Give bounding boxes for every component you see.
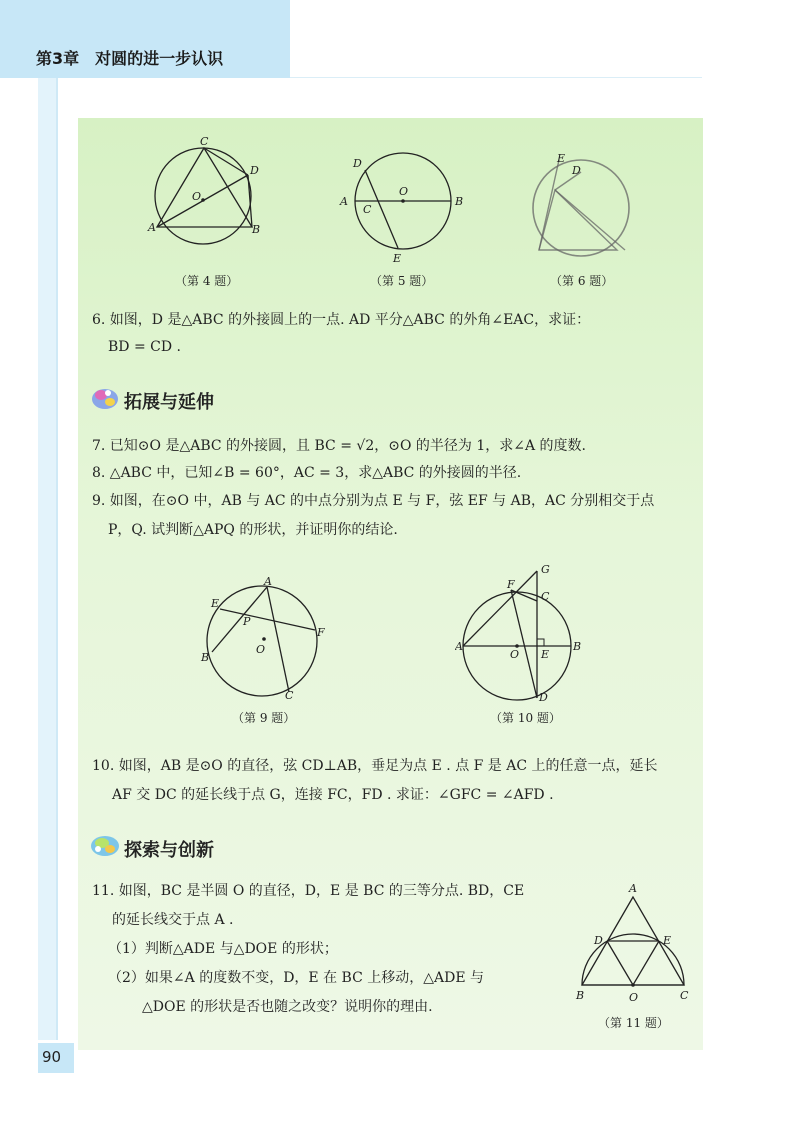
problem-6-line1: 6. 如图，D 是△ABC 的外接圆上的一点. AD 平分△ABC 的外角∠EAC，求证： [92,312,591,328]
fig9-label-b: B [201,651,210,664]
fig6-label-d: D [572,164,581,177]
figure-9 [195,575,340,705]
extend-section-title: 拓展与延伸 [124,392,214,413]
fig11-label-d: D [594,934,603,947]
page-number: 90 [42,1048,62,1066]
problem-10-line1: 10. 如图，AB 是⊙O 的直径，弦 CD⊥AB，垂足为点 E . 点 F 是 AC 上的任意一点，延长 [92,758,658,774]
fig10-label-b: B [573,640,582,653]
fig5-label-e: E [393,252,402,265]
problem-10-line2: AF 交 DC 的延长线于点 G，连接 FC，FD . 求证：∠GFC = ∠AFD . [112,787,554,803]
fig5-label-b: B [455,195,464,208]
fig5-label-c: C [363,203,372,216]
fig10-label-g: G [541,563,550,576]
side-margin-strip [38,78,56,1040]
figure-10 [455,563,590,703]
figure-6-caption: （第 6 题） [550,274,614,288]
fig9-label-o: O [256,643,266,656]
fig9-label-p: P [243,615,251,628]
problem-8: 8. △ABC 中，已知∠B = 60°，AC = 3，求△ABC 的外接圆的半径. [92,465,522,481]
figure-6 [525,150,635,260]
explore-section-title: 探索与创新 [124,840,214,861]
fig10-label-f: F [507,578,515,591]
extend-section-icon [90,385,120,411]
figure-4 [140,130,270,245]
problem-9-line1: 9. 如图，在⊙O 中，AB 与 AC 的中点分别为点 E 与 F，弦 EF 与 AB，AC 分别相交于点 [92,493,655,509]
fig9-label-a: A [264,575,272,588]
fig9-label-e: E [211,597,220,610]
figure-11-caption: （第 11 题） [598,1016,669,1030]
fig11-label-b: B [576,989,585,1002]
fig10-label-d: D [539,691,548,703]
fig4-label-a: A [148,221,156,234]
fig4-label-b: B [252,223,261,236]
fig11-label-c: C [680,989,689,1002]
fig4-label-o: O [192,190,202,203]
problem-11-q2-line2: △DOE 的形状是否也随之改变？说明你的理由. [142,999,433,1015]
explore-section-icon [90,833,120,859]
fig10-label-o: O [510,648,520,661]
fig10-label-e: E [541,648,550,661]
fig4-label-c: C [200,135,209,148]
problem-11-q1: （1）判断△ADE 与△DOE 的形状； [108,941,338,957]
figure-5-caption: （第 5 题） [370,274,434,288]
fig10-label-c: C [541,590,550,603]
figure-10-caption: （第 10 题） [490,711,561,725]
problem-6-line2: BD = CD . [108,339,181,355]
fig9-label-c: C [285,689,294,702]
header-rule [290,77,702,78]
figure-4-caption: （第 4 题） [175,274,239,288]
side-margin-line [56,78,58,1040]
problem-11-line2: 的延长线交于点 A . [112,912,234,928]
problem-11-q2-line1: （2）如果∠A 的度数不变，D，E 在 BC 上移动，△ADE 与 [108,970,485,986]
fig11-label-e: E [663,934,672,947]
fig5-label-o: O [399,185,409,198]
problem-11-line1: 11. 如图，BC 是半圆 O 的直径，D，E 是 BC 的三等分点. BD，CE [92,883,525,899]
fig5-label-d: D [353,157,362,170]
fig11-label-o: O [629,991,639,1004]
fig5-label-a: A [340,195,348,208]
fig4-label-d: D [250,164,259,177]
figure-5 [335,150,470,265]
figure-9-caption: （第 9 题） [232,711,296,725]
fig9-label-f: F [317,626,325,639]
fig11-label-a: A [629,882,637,895]
figure-11 [572,880,697,1010]
fig10-label-a: A [455,640,463,653]
chapter-title: 第3章 对圆的进一步认识 [36,49,224,68]
fig6-label-e: E [557,152,566,165]
problem-7: 7. 已知⊙O 是△ABC 的外接圆，且 BC = √2，⊙O 的半径为 1，求∠A 的度数. [92,438,586,454]
problem-9-line2: P，Q. 试判断△APQ 的形状，并证明你的结论. [108,522,398,538]
